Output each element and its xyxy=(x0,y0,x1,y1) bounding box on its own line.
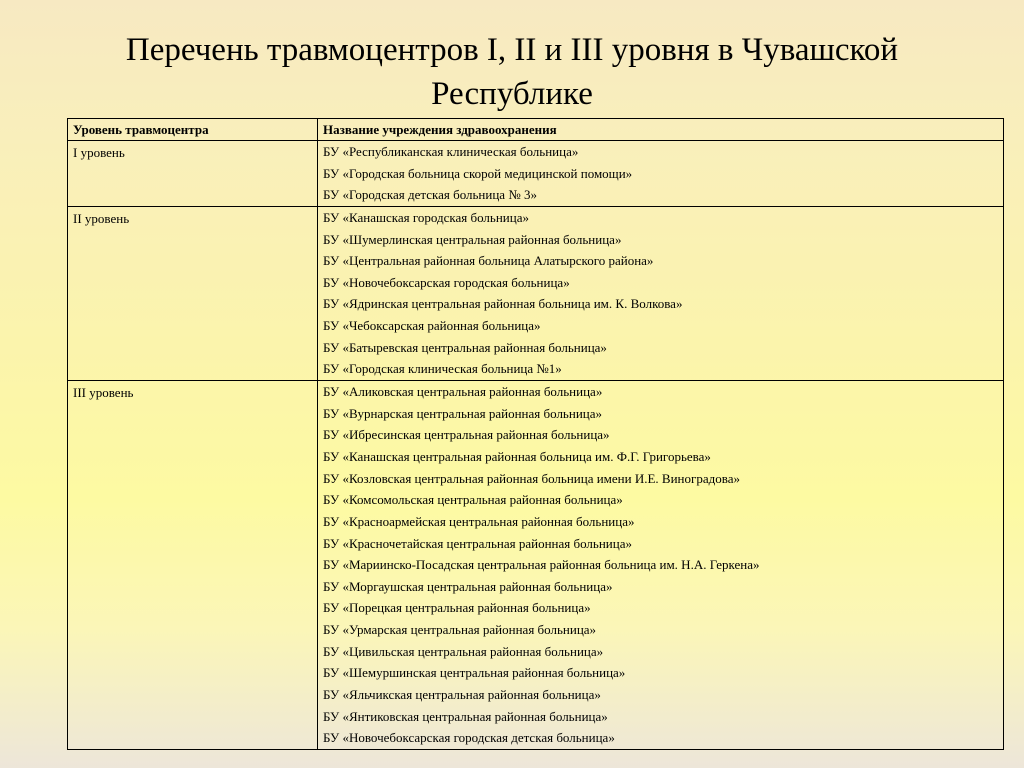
trauma-centers-table xyxy=(67,118,1004,750)
level-cell xyxy=(68,206,318,380)
header-level: Уровень травмоцентра xyxy=(68,119,318,141)
institution-name: БУ «Урмарская центральная районная больница» xyxy=(323,622,597,638)
institution-name: БУ «Цивильская центральная районная больница» xyxy=(323,643,604,659)
institution-name: БУ «Аликовская центральная районная больница» xyxy=(323,384,603,400)
institution-name: БУ «Моргаушская центральная районная больница» xyxy=(323,578,613,594)
institution-name: БУ «Канашская центральная районная больница им. Ф.Г. Григорьева» xyxy=(323,448,711,464)
institution-name: БУ «Порецкая центральная районная больница» xyxy=(323,600,591,616)
institution-name: БУ «Шумерлинская центральная районная больница» xyxy=(323,231,622,247)
institutions-cell xyxy=(318,206,1004,380)
institution-name: БУ «Городская детская больница № 3» xyxy=(323,187,537,203)
institution-name: БУ «Городская больница скорой медицинской помощи» xyxy=(323,165,633,181)
table-row xyxy=(68,206,1004,380)
table-body xyxy=(68,141,1004,750)
institution-name: БУ «Центральная районная больница Алатырского района» xyxy=(323,253,654,269)
institution-name: БУ «Яльчикская центральная районная больница» xyxy=(323,687,601,703)
header-institution: Название учреждения здравоохранения xyxy=(318,119,1004,141)
institution-name: БУ «Янтиковская центральная районная больница» xyxy=(323,708,608,724)
table-row xyxy=(68,141,1004,207)
institution-name: БУ «Городская клиническая больница №1» xyxy=(323,361,562,377)
institution-name: БУ «Чебоксарская районная больница» xyxy=(323,318,541,334)
level-cell xyxy=(68,141,318,207)
institution-name: БУ «Красноармейская центральная районная больница» xyxy=(323,513,635,529)
table-header-row xyxy=(68,119,1004,141)
slide-title: Перечень травмоцентров I, II и III уровня в Чувашской Республике xyxy=(125,32,899,112)
institution-name: БУ «Козловская центральная районная больница имени И.Е. Виноградова» xyxy=(323,470,740,486)
institution-name: БУ «Батыревская центральная районная больница» xyxy=(323,339,607,355)
institution-name: БУ «Шемуршинская центральная районная больница» xyxy=(323,665,626,681)
level-label: II уровень xyxy=(73,210,130,226)
institutions-cell xyxy=(318,381,1004,750)
institutions-cell xyxy=(318,141,1004,207)
institution-name: БУ «Новочебоксарская городская больница» xyxy=(323,274,570,290)
institution-name: БУ «Ибресинская центральная районная больница» xyxy=(323,427,610,443)
institution-name: БУ «Комсомольская центральная районная больница» xyxy=(323,492,623,508)
institution-name: БУ «Канашская городская больница» xyxy=(323,209,529,225)
institution-name: БУ «Республиканская клиническая больница» xyxy=(323,144,579,159)
institution-name: БУ «Вурнарская центральная районная больница» xyxy=(323,405,602,421)
institution-name: БУ «Мариинско-Посадская центральная районная больница им. Н.А. Геркена» xyxy=(323,557,760,573)
level-label: I уровень xyxy=(73,145,125,160)
table-row xyxy=(68,381,1004,750)
institution-name: БУ «Красночетайская центральная районная больница» xyxy=(323,535,632,551)
institution-name: БУ «Ядринская центральная районная больница им. К. Волкова» xyxy=(323,296,683,312)
level-cell xyxy=(68,381,318,750)
level-label: III уровень xyxy=(73,385,134,401)
institution-name: БУ «Новочебоксарская городская детская больница» xyxy=(323,730,615,746)
